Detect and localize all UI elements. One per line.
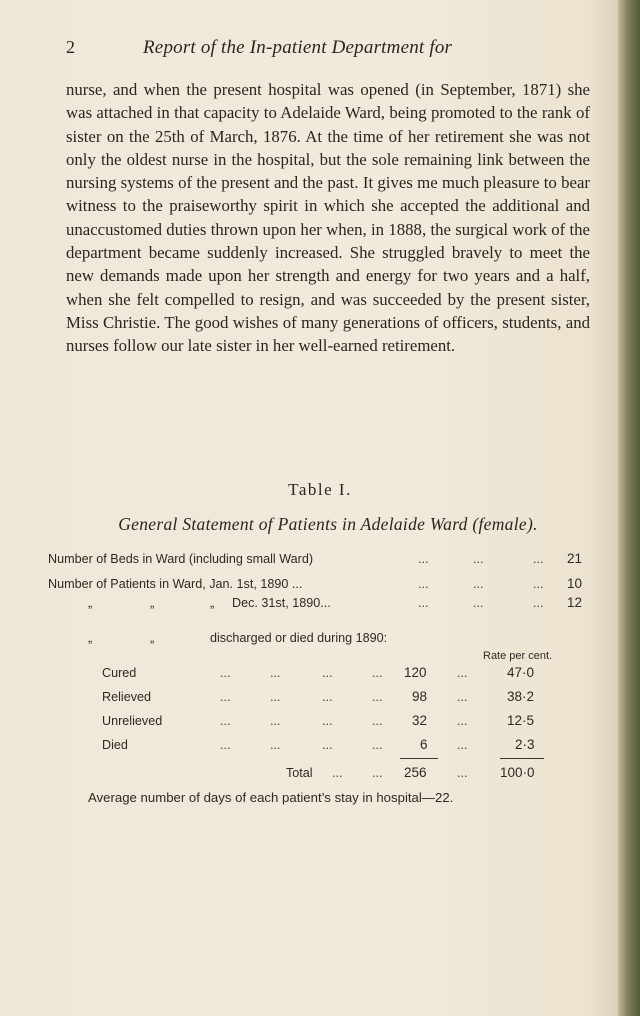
leader-dots: ...	[372, 690, 383, 704]
leader-dots: ...	[457, 666, 468, 680]
patients-jan-label: Number of Patients in Ward, Jan. 1st, 1890 ...	[48, 577, 303, 591]
leader-dots: ...	[473, 552, 484, 566]
page-number: 2	[66, 37, 75, 57]
leader-dots: ...	[270, 690, 281, 704]
row-label: Unrelieved	[102, 714, 163, 728]
row-count: 120	[404, 665, 427, 680]
leader-dots: ...	[473, 577, 484, 591]
total-rate: 100·0	[500, 765, 535, 780]
leader-dots: ...	[322, 666, 333, 680]
discharged-label: discharged or died during 1890:	[210, 631, 388, 645]
average-stay: Average number of days of each patient’s stay in hospital—22.	[88, 790, 454, 805]
leader-dots: ...	[332, 766, 343, 780]
leader-dots: ...	[322, 714, 333, 728]
patients-dec-label: Dec. 31st, 1890...	[232, 596, 331, 610]
leader-dots: ...	[220, 690, 231, 704]
leader-dots: ...	[322, 690, 333, 704]
row-count: 98	[412, 689, 428, 704]
row-count: 6	[420, 737, 428, 752]
table-heading: Table I.	[288, 480, 352, 499]
table-caption: General Statement of Patients in Adelaide Ward (female).	[118, 514, 538, 534]
page-edge-shadow	[618, 0, 640, 1016]
leader-dots: ...	[270, 666, 281, 680]
row-label: Relieved	[102, 690, 152, 704]
row-rate: 47·0	[507, 665, 535, 680]
leader-dots: ...	[533, 577, 544, 591]
row-label: Cured	[102, 666, 137, 680]
leader-dots: ...	[418, 577, 429, 591]
ditto-mark: „	[150, 631, 155, 645]
leader-dots: ...	[473, 596, 484, 610]
leader-dots: ...	[270, 714, 281, 728]
leader-dots: ...	[418, 596, 429, 610]
leader-dots: ...	[418, 552, 429, 566]
sum-rule	[400, 758, 438, 759]
leader-dots: ...	[372, 766, 383, 780]
beds-value: 21	[567, 551, 583, 566]
ditto-mark: „	[88, 631, 93, 645]
row-count: 32	[412, 713, 428, 728]
total-label: Total	[286, 766, 313, 780]
page-header	[66, 37, 600, 61]
leader-dots: ...	[457, 766, 468, 780]
ditto-mark: „	[210, 596, 215, 610]
ditto-mark: „	[88, 596, 93, 610]
leader-dots: ...	[372, 714, 383, 728]
leader-dots: ...	[322, 738, 333, 752]
leader-dots: ...	[372, 738, 383, 752]
row-label: Died	[102, 738, 128, 752]
row-rate: 2·3	[515, 737, 535, 752]
rate-header: Rate per cent.	[483, 650, 553, 662]
leader-dots: ...	[220, 714, 231, 728]
running-title: Report of the In-patient Department for	[143, 37, 453, 58]
row-rate: 38·2	[507, 689, 535, 704]
beds-label: Number of Beds in Ward (including small Ward)	[48, 552, 314, 566]
sum-rule	[500, 758, 544, 759]
body-paragraph: nurse, and when the present hospital was opened (in September, 1871) she was attached in that capacity to Adelaide Ward, being promoted to the rank of sister on the 25th of March, 1876. At the time of her retirement she was not only the oldest nurse in the hospital, but the sole remaining link between the nursing systems of the present and the past. It gives me much pleasure to bear witness to the praiseworthy spirit in which she accepted the additional and unaccustomed duties thrown upon her when, in 1888, the surgical work of the department became suddenly increased. She struggled bravely to meet the new demands made upon her strength and energy for two years and a half, when she felt compelled to resign, and was succeeded by the present sister, Miss Christie. The good wishes of many generations of officers, students, and nurses follow our late sister in her well-earned retirement.	[66, 80, 590, 356]
leader-dots: ...	[457, 690, 468, 704]
total-count: 256	[404, 765, 427, 780]
leader-dots: ...	[533, 596, 544, 610]
leader-dots: ...	[220, 666, 231, 680]
leader-dots: ...	[533, 552, 544, 566]
patients-dec-value: 12	[567, 595, 583, 610]
leader-dots: ...	[457, 714, 468, 728]
leader-dots: ...	[220, 738, 231, 752]
patients-jan-value: 10	[567, 576, 583, 591]
ditto-mark: „	[150, 596, 155, 610]
row-rate: 12·5	[507, 713, 535, 728]
leader-dots: ...	[372, 666, 383, 680]
leader-dots: ...	[457, 738, 468, 752]
leader-dots: ...	[270, 738, 281, 752]
